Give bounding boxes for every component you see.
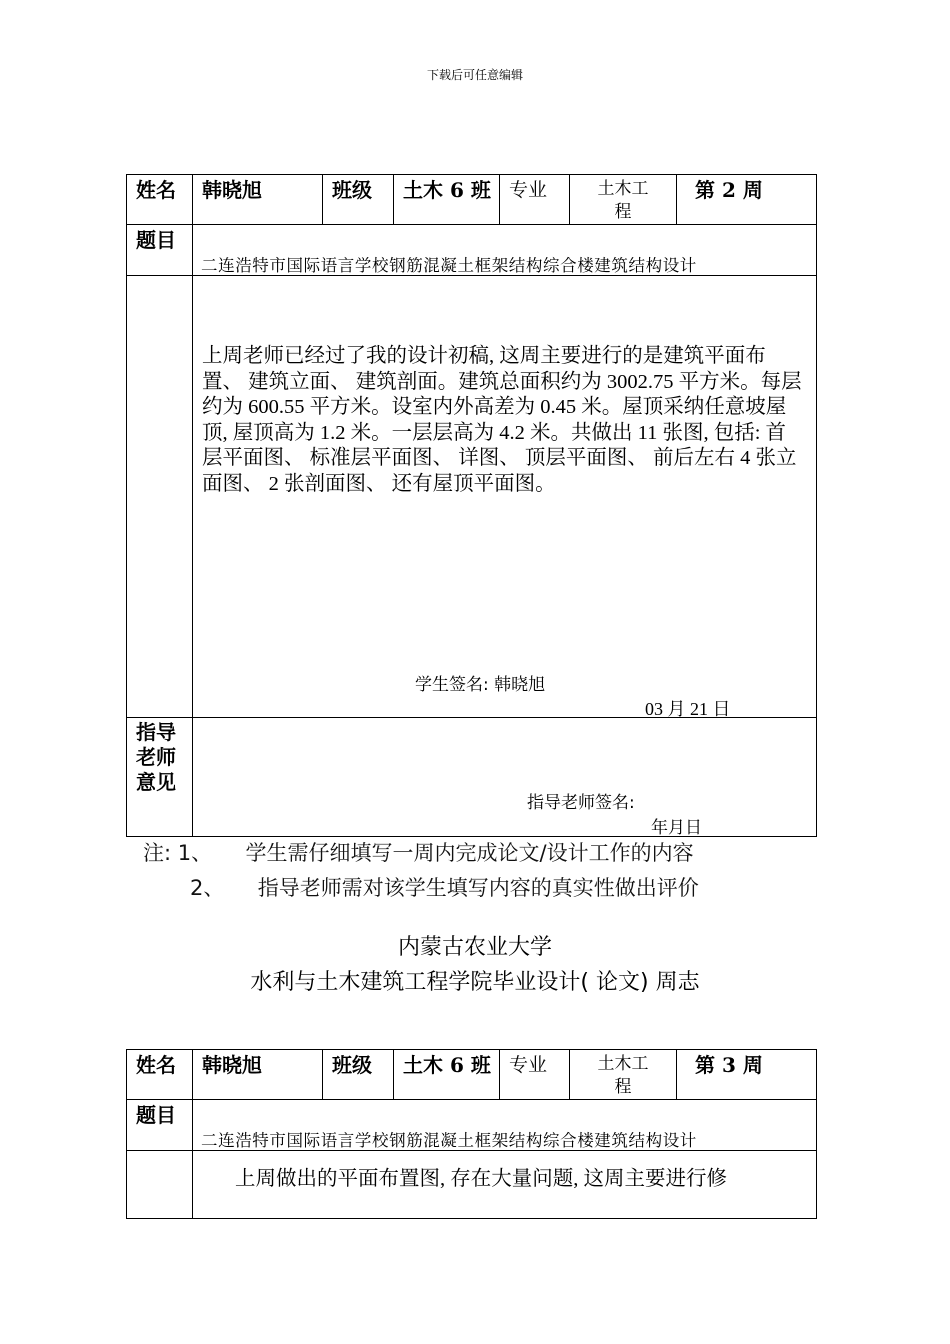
class-label: 班级 <box>332 1053 372 1077</box>
student-signature: 学生签名: 韩晓旭 <box>415 675 546 695</box>
teacher-date: 年月日 <box>651 818 702 838</box>
major-label: 专业 <box>509 179 548 201</box>
week-value: 第 3 周 <box>695 1053 763 1077</box>
note-1-text: 学生需仔细填写一周内完成论文/设计工作的内容 <box>245 841 694 865</box>
note-2-prefix: 2、 <box>190 876 225 900</box>
topic-value: 二连浩特市国际语言学校钢筋混凝土框架结构综合楼建筑结构设计 <box>201 256 697 275</box>
major-value: 土木工程 <box>597 1054 649 1097</box>
topic-value: 二连浩特市国际语言学校钢筋混凝土框架结构综合楼建筑结构设计 <box>201 1131 697 1150</box>
class-value: 土木 6 班 <box>403 178 491 202</box>
major-value: 土木工程 <box>597 179 649 222</box>
major-label: 专业 <box>509 1054 548 1076</box>
name-value: 韩晓旭 <box>202 1053 262 1077</box>
teacher-signature: 指导老师签名: <box>527 793 635 813</box>
topic-label: 题目 <box>136 228 176 252</box>
note-line-1 <box>143 837 694 867</box>
college-title: 水利与土木建筑工程学院毕业设计( 论文) 周志 <box>250 970 700 995</box>
university-title: 内蒙古农业大学 <box>397 935 552 960</box>
header-note: 下载后可任意编辑 <box>426 68 523 82</box>
weekly-report-table-week2 <box>126 174 817 837</box>
note-1-prefix: 注: 1、 <box>143 841 213 865</box>
name-label: 姓名 <box>136 1053 176 1077</box>
note-2-text: 指导老师需对该学生填写内容的真实性做出评价 <box>257 876 699 900</box>
class-value: 土木 6 班 <box>403 1053 491 1077</box>
week-content: 上周老师已经过了我的设计初稿, 这周主要进行的是建筑平面布置、 建筑立面、 建筑剖面。建筑总面积约为 3002.75 平方米。每层约为 600.55 平方米。设室内外高差为 0.45 米。屋顶采纳任意坡屋顶, 屋顶高为 1.2 米。一层层高为 4.2 米。共做出 11 张图, 包括: 首层平面图、 标准层平面图、 详图、 顶层平面图、 前后左右 4 张立面图、 2 张剖面图、 还有屋顶平面图。 <box>202 345 802 495</box>
name-label: 姓名 <box>136 178 176 202</box>
weekly-report-table-week3 <box>126 1049 817 1219</box>
week-content: 上周做出的平面布置图, 存在大量问题, 这周主要进行修 <box>235 1168 727 1190</box>
sign-date: 03 月 21 日 <box>645 699 731 719</box>
name-value: 韩晓旭 <box>202 178 262 202</box>
week-value: 第 2 周 <box>695 178 763 202</box>
topic-label: 题目 <box>136 1103 176 1127</box>
guide-opinion-label: 指导老师意见 <box>136 720 176 794</box>
class-label: 班级 <box>332 178 372 202</box>
note-line-2 <box>190 872 699 902</box>
